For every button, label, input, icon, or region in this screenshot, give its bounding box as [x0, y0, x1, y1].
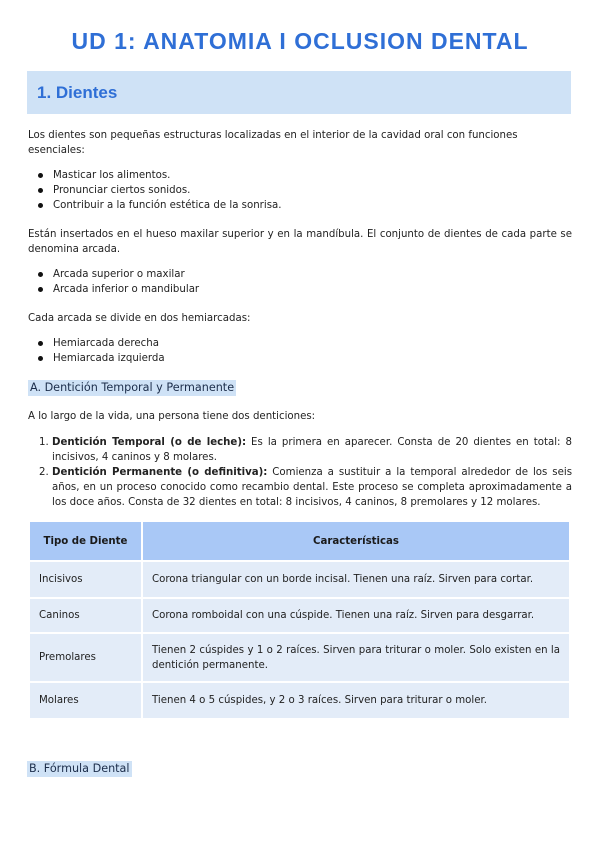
subsection-b-heading: B. Fórmula Dental: [29, 762, 130, 775]
column-header-characteristics: Características: [142, 521, 570, 561]
arcadas-list: [28, 267, 572, 297]
cell-type: Caninos: [29, 598, 142, 633]
item-label: Dentición Temporal (o de leche):: [52, 437, 247, 448]
table-header-row: [29, 521, 570, 561]
table-row: [29, 682, 570, 719]
list-item: [52, 435, 572, 465]
list-item: Arcada superior o maxilar: [53, 267, 572, 282]
list-item: [52, 465, 572, 510]
page-title: UD 1: ANATOMIA I OCLUSION DENTAL: [71, 28, 529, 54]
hemiarcadas-list: [28, 336, 572, 366]
item-text: Es la primera en aparecer. Consta de 20 dientes en total: 8 incisivos, 4 caninos y 8 molares.: [52, 437, 572, 463]
list-item: Hemiarcada izquierda: [53, 351, 572, 366]
section-heading: 1. Dientes: [37, 82, 118, 102]
item-label: Dentición Permanente (o definitiva):: [52, 467, 268, 478]
table-row: [29, 633, 570, 682]
hemiarcadas-intro: Cada arcada se divide en dos hemiarcadas:: [28, 313, 251, 324]
insertion-paragraph: Están insertados en el hueso maxilar superior y en la mandíbula. El conjunto de dientes de cada parte se denomina arcada.: [28, 229, 572, 255]
list-item: Contribuir a la función estética de la sonrisa.: [53, 198, 572, 213]
cell-desc: Corona triangular con un borde incisal. Tienen una raíz. Sirven para cortar.: [142, 561, 570, 598]
list-item: Masticar los alimentos.: [53, 168, 572, 183]
intro-paragraph: Los dientes son pequeñas estructuras localizadas en el interior de la cavidad oral con funciones esenciales:: [28, 130, 518, 156]
teeth-table: [28, 520, 571, 720]
column-header-type: Tipo de Diente: [29, 521, 142, 561]
cell-desc: Tienen 4 o 5 cúspides, y 2 o 3 raíces. Sirven para triturar o moler.: [142, 682, 570, 719]
denticiones-list: [28, 435, 572, 510]
functions-list: [28, 168, 572, 213]
table-row: [29, 561, 570, 598]
denticiones-intro: A lo largo de la vida, una persona tiene dos denticiones:: [28, 411, 316, 422]
cell-type: Incisivos: [29, 561, 142, 598]
list-item: Pronunciar ciertos sonidos.: [53, 183, 572, 198]
cell-type: Premolares: [29, 633, 142, 682]
section-content: [28, 124, 572, 510]
cell-desc: Tienen 2 cúspides y 1 o 2 raíces. Sirven para triturar o moler. Solo existen en la dentición permanente.: [142, 633, 570, 682]
cell-desc: Corona romboidal con una cúspide. Tienen una raíz. Sirven para desgarrar.: [142, 598, 570, 633]
section-banner: [27, 71, 571, 114]
list-item: Arcada inferior o mandibular: [53, 282, 572, 297]
cell-type: Molares: [29, 682, 142, 719]
list-item: Hemiarcada derecha: [53, 336, 572, 351]
subsection-a-heading: A. Dentición Temporal y Permanente: [30, 381, 235, 394]
table-row: [29, 598, 570, 633]
item-text: Comienza a sustituir a la temporal alrededor de los seis años, en un proceso conocido como recambio dental. Este proceso se completa aproximadamente a los doce años. Consta de 32 dientes en total: 8 incisivos, 4 caninos, 8 premolares y 12 molares.: [52, 467, 572, 508]
